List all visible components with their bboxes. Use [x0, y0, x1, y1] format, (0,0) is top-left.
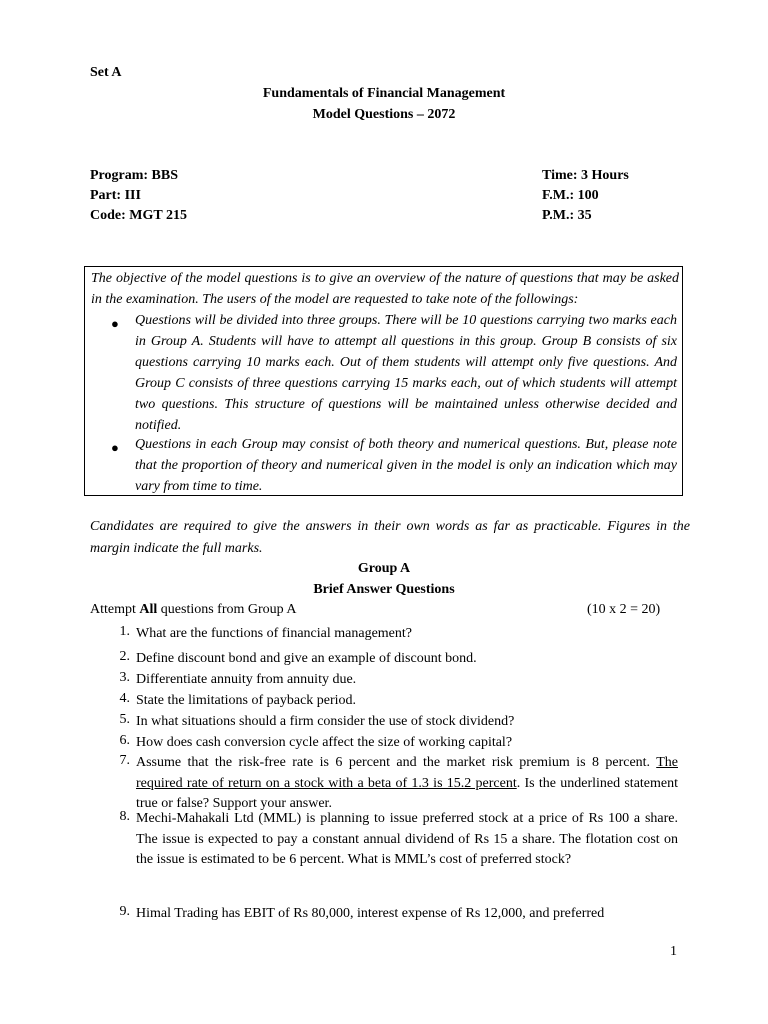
part-label: Part: III: [90, 188, 141, 203]
question-text: [136, 753, 678, 815]
document-title: Fundamentals of Financial Management: [262, 86, 506, 101]
question-text: What are the functions of financial management?: [136, 626, 412, 641]
bullet-icon: ●: [111, 440, 119, 455]
notice-box: [84, 266, 683, 496]
instruction-bold: All: [139, 602, 158, 617]
group-a-instruction: [90, 602, 297, 618]
question-number: 7.: [119, 753, 130, 768]
question-number: 8.: [119, 809, 130, 824]
question-text: How does cash conversion cycle affect the size of working capital?: [136, 735, 513, 750]
notice-bullet-2: Questions in each Group may consist of both theory and numerical questions. But, please note that the proportion of theory and numerical given in the model is only an indication which may vary from time to time.: [135, 437, 677, 494]
bullet-icon: ●: [111, 316, 119, 331]
pass-marks-label: P.M.: 35: [542, 208, 592, 223]
question-text: Define discount bond and give an example of discount bond.: [136, 651, 477, 666]
question-number: 5.: [119, 712, 130, 727]
question-text: State the limitations of payback period.: [136, 693, 357, 708]
question-number: 1.: [119, 624, 130, 639]
candidate-note: Candidates are required to give the answers in their own words as far as practicable. Figures in the margin indicate the full marks.: [90, 519, 690, 556]
question-text: Himal Trading has EBIT of Rs 80,000, interest expense of Rs 12,000, and preferred: [136, 906, 605, 921]
full-marks-label: F.M.: 100: [542, 188, 599, 203]
document-subtitle: Model Questions – 2072: [312, 107, 456, 122]
code-label: Code: MGT 215: [90, 208, 187, 223]
page-number: 1: [670, 944, 677, 959]
time-label: Time: 3 Hours: [542, 168, 629, 183]
group-a-marks: (10 x 2 = 20): [587, 602, 661, 617]
instruction-post: questions from Group A: [157, 602, 297, 617]
question-number: 3.: [119, 670, 130, 685]
program-label: Program: BBS: [90, 168, 179, 183]
group-a-title: Group A: [357, 561, 411, 576]
question-7-pre: Assume that the risk-free rate is 6 percent and the market risk premium is 8 percent.: [136, 755, 657, 770]
question-number: 9.: [119, 904, 130, 919]
notice-intro: The objective of the model questions is to give an overview of the nature of questions that may be asked in the examination. The users of the model are requested to take note of the followings:: [91, 271, 679, 307]
question-text: Mechi-Mahakali Ltd (MML) is planning to issue preferred stock at a price of Rs 100 a share. The issue is expected to pay a constant annual dividend of Rs 15 a share. The flotation cost on the issue is estimated to be 6 percent. What is MML’s cost of preferred stock?: [136, 811, 678, 867]
question-text: Differentiate annuity from annuity due.: [136, 672, 357, 687]
set-label: Set A: [90, 65, 122, 80]
notice-bullet-1: Questions will be divided into three groups. There will be 10 questions carrying two marks each in Group A. Students will have to attempt all questions in this group. Group B consists of six questions carrying 10 marks each. Out of them students will attempt only five questions. And Group C consists of three questions carrying 15 marks each, out of which students will attempt two questions. This structure of questions will be maintained unless otherwise decided and notified.: [135, 313, 677, 433]
question-text: In what situations should a firm consider the use of stock dividend?: [136, 714, 515, 729]
question-7-post: . Is the underlined statement true or false? Support your answer.: [136, 775, 679, 811]
question-7-underlined: The required rate of return on a stock with a beta of 1.3 is 15.2 percent: [136, 755, 678, 791]
question-number: 6.: [119, 733, 130, 748]
group-a-subtitle: Brief Answer Questions: [313, 582, 455, 597]
question-number: 4.: [119, 691, 130, 706]
question-number: 2.: [119, 649, 130, 664]
instruction-pre: Attempt: [90, 602, 140, 617]
